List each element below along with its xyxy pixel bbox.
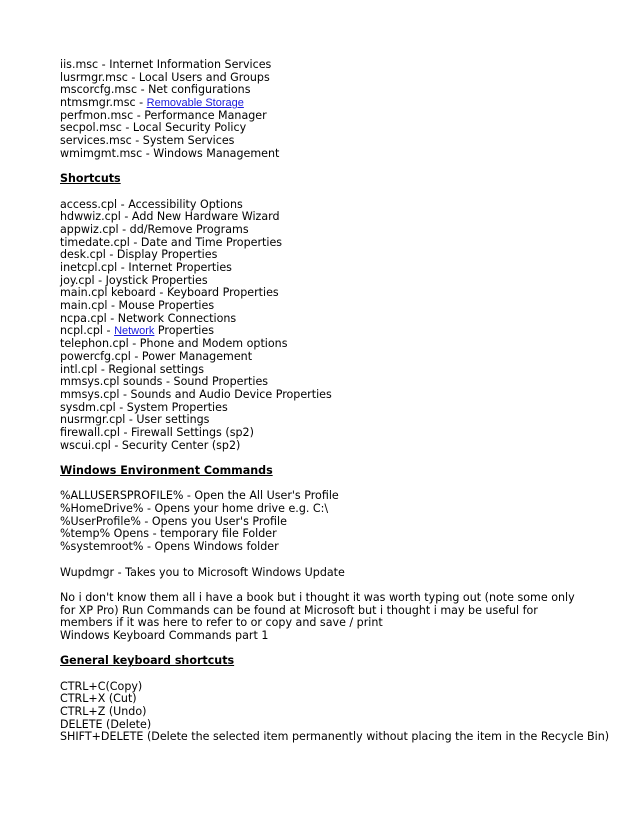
list-item: desk.cpl - Display Properties [60,248,218,262]
wupdmgr-line: Wupdmgr - Takes you to Microsoft Windows Update [60,565,345,579]
shortcuts-list [60,199,635,453]
list-item: mmsys.cpl sounds - Sound Properties [60,375,269,389]
list-item: perfmon.msc - Performance Manager [60,108,267,122]
keyboard-shortcuts-list [60,681,635,744]
list-item: %temp% Opens - temporary file Folder [60,527,277,541]
keyboard-shortcuts-heading: General keyboard shortcuts [60,654,235,668]
list-item-text: ntmsmgr.msc - [60,96,147,110]
spacer [60,579,635,592]
part-title: Windows Keyboard Commands part 1 [60,628,269,642]
list-item: ncpa.cpl - Network Connections [60,311,237,325]
author-note: No i don't know them all i have a book but i thought it was worth typing out (note some only for XP Pro) Run Commands can be found at Microsoft but i thought i may be useful for members if it was here to refer to or copy and save / print [60,590,575,630]
list-item: wmimgmt.msc - Windows Management [60,146,280,160]
list-item: nusrmgr.cpl - User settings [60,413,210,427]
list-item: DELETE (Delete) [60,717,152,731]
network-link[interactable]: Network [114,325,155,338]
list-item: wscui.cpl - Security Center (sp2) [60,438,241,452]
list-item: joy.cpl - Joystick Properties [60,273,208,287]
list-item: timedate.cpl - Date and Time Properties [60,235,283,249]
list-item: %systemroot% - Opens Windows folder [60,540,279,554]
list-item: inetcpl.cpl - Internet Properties [60,261,232,274]
list-item: SHIFT+DELETE (Delete the selected item permanently without placing the item in the Recycle Bin) [60,730,610,744]
list-item: %ALLUSERSPROFILE% - Open the All User's Profile [60,489,339,503]
list-item: powercfg.cpl - Power Management [60,349,253,363]
list-item-text: Properties [154,324,214,338]
list-item: %HomeDrive% - Opens your home drive e.g. C:\ [60,502,329,516]
list-item: CTRL+Z (Undo) [60,705,147,719]
spacer [60,186,635,199]
list-item: intl.cpl - Regional settings [60,362,204,376]
shortcuts-heading: Shortcuts [60,172,121,186]
spacer [60,161,635,174]
list-item: %UserProfile% - Opens you User's Profile [60,514,287,528]
list-item: secpol.msc - Local Security Policy [60,121,247,135]
removable-storage-link[interactable]: Removable Storage [146,97,244,110]
list-item: mscorcfg.msc - Net configurations [60,83,251,97]
list-item: access.cpl - Accessibility Options [60,197,243,211]
env-commands-heading: Windows Environment Commands [60,464,273,477]
list-item: mmsys.cpl - Sounds and Audio Device Properties [60,387,332,401]
list-item: CTRL+C(Copy) [60,679,143,693]
list-item: appwiz.cpl - dd/Remove Programs [60,222,249,236]
spacer [60,668,635,681]
list-item: telephon.cpl - Phone and Modem options [60,337,288,351]
list-item: firewall.cpl - Firewall Settings (sp2) [60,425,254,439]
env-commands-list [60,490,635,553]
msc-list [60,59,635,161]
list-item: services.msc - System Services [60,134,235,148]
list-item: main.cpl - Mouse Properties [60,299,215,313]
document-page [60,59,635,744]
list-item-text: ncpl.cpl - [60,324,115,338]
list-item [60,97,635,110]
list-item: lusrmgr.msc - Local Users and Groups [60,70,270,84]
list-item: sysdm.cpl - System Properties [60,400,228,414]
list-item: CTRL+X (Cut) [60,692,137,706]
list-item: iis.msc - Internet Information Services [60,58,272,71]
list-item: hdwwiz.cpl - Add New Hardware Wizard [60,210,280,224]
list-item: main.cpl keboard - Keyboard Properties [60,286,279,300]
spacer [60,554,635,567]
